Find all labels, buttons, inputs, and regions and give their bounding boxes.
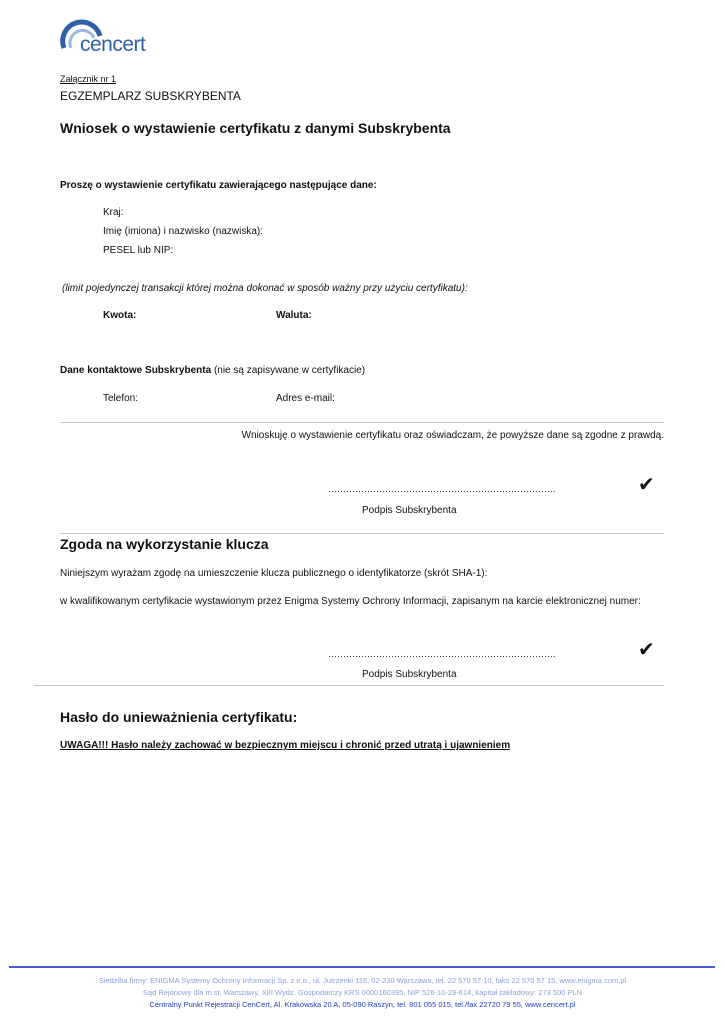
copy-label: EGZEMPLARZ SUBSKRYBENTA (60, 89, 241, 103)
footer-line-3: Centralny Punkt Rejestracji CenCert, Al. Krakowska 20 A, 05-090 Raszyn, tel. 801 055 015, tel./fax 22720 79 55, www.cencert.pl (149, 1000, 576, 1009)
logo-text: cencert (80, 33, 146, 56)
contact-heading (60, 365, 365, 376)
revocation-warning: UWAGA!!! Hasło należy zachować w bezpiecznym miejscu i chronić przed utratą i ujawnieniem (60, 740, 511, 751)
signature-label: Podpis Subskrybenta (362, 505, 457, 516)
divider (60, 533, 664, 534)
cencert-logo (58, 18, 150, 60)
consent-line-1: Niniejszym wyrażam zgodę na umieszczenie klucza publicznego o identyfikatorze (skrót SHA-1): (60, 568, 488, 579)
footer-line-1: Siedziba firmy: ENIGMA Systemy Ochrony Informacji Sp. z o.o., ul. Jutrzenki 116, 02-230 Warszawa, tel. 22 570 57 10, faks 22 570 57 15, www.enigma.com.pl (98, 976, 627, 985)
consent-heading: Zgoda na wykorzystanie klucza (60, 536, 269, 552)
checkmark-icon: ✔ (638, 639, 655, 661)
field-pesel-label: PESEL lub NIP: (103, 245, 174, 256)
annex-label: Załącznik nr 1 (60, 74, 117, 84)
footer-line-2: Sąd Rejonowy dla m.st. Warszawy, XIII Wydz. Gospodarczy KRS 0000160395, NIP 526-10-29-614, kapitał zakładowy: 273 500 PLN (142, 988, 583, 997)
signature-line: …………………………………………………………………. (328, 484, 556, 494)
currency-label: Waluta: (276, 310, 312, 321)
signature-label: Podpis Subskrybenta (362, 669, 457, 680)
footer-rule (9, 966, 715, 968)
page-title: Wniosek o wystawienie certyfikatu z danymi Subskrybenta (60, 120, 451, 136)
limit-note: (limit pojedynczej transakcji której można dokonać w sposób ważny przy użyciu certyfikatu): (62, 283, 468, 294)
checkmark-icon: ✔ (638, 474, 655, 496)
contact-heading-note: (nie są zapisywane w certyfikacie) (213, 365, 366, 376)
divider (34, 685, 664, 686)
field-country-label: Kraj: (103, 207, 124, 218)
contact-heading-bold: Dane kontaktowe Subskrybenta (60, 365, 212, 376)
signature-line: …………………………………………………………………. (328, 649, 556, 659)
request-intro: Proszę o wystawienie certyfikatu zawierającego następujące dane: (60, 180, 377, 191)
email-label: Adres e-mail: (276, 393, 335, 404)
field-name-label: Imię (imiona) i nazwisko (nazwiska): (103, 226, 264, 237)
consent-line-2: w kwalifikowanym certyfikacie wystawionym przez Enigma Systemy Ochrony Informacji, zapisanym na karcie elektronicznej numer: (60, 596, 641, 607)
amount-label: Kwota: (103, 310, 137, 321)
phone-label: Telefon: (103, 393, 139, 404)
divider (60, 422, 664, 423)
declaration-text: Wnioskuję o wystawienie certyfikatu oraz oświadczam, że powyższe dane są zgodne z prawdą. (241, 430, 664, 441)
revocation-heading: Hasło do unieważnienia certyfikatu: (60, 709, 298, 725)
